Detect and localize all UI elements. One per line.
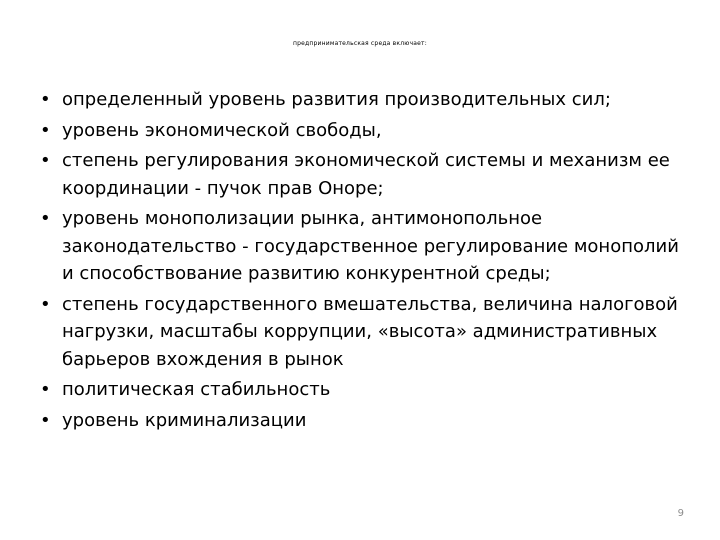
bullet-text: определенный уровень развития производительных сил; bbox=[62, 89, 611, 110]
bullet-icon: • bbox=[40, 119, 51, 141]
bullet-item bbox=[36, 86, 686, 114]
bullet-item bbox=[36, 117, 686, 145]
bullet-item bbox=[36, 407, 686, 435]
bullet-icon: • bbox=[40, 379, 51, 400]
bullet-item bbox=[36, 205, 686, 288]
bullet-text: уровень монополизации рынка, антимонопольное законодательство - государственное регулирование монополий и способствование развитию конкурентной среды; bbox=[62, 208, 679, 284]
bullet-item bbox=[36, 291, 686, 374]
bullet-icon: • bbox=[40, 208, 51, 229]
slide-title: предпринимательская среда включает: bbox=[293, 40, 427, 47]
bullet-text: степень государственного вмешательства, величина налоговой нагрузки, масштабы коррупции, «высота» административных барьеров вхождения в рынок bbox=[62, 293, 678, 370]
bullet-icon: • bbox=[40, 89, 51, 110]
page-number: 9 bbox=[677, 508, 684, 519]
bullet-item bbox=[36, 147, 686, 202]
bullet-icon: • bbox=[40, 293, 51, 315]
bullet-icon: • bbox=[40, 409, 51, 431]
bullet-text: уровень криминализации bbox=[62, 409, 307, 431]
bullet-item bbox=[36, 376, 686, 404]
bullet-text: политическая стабильность bbox=[62, 379, 331, 400]
bullet-text: степень регулирования экономической системы и механизм ее координации - пучок прав Оноре; bbox=[62, 150, 670, 199]
bullet-list bbox=[36, 86, 686, 437]
bullet-text: уровень экономической свободы, bbox=[62, 119, 382, 141]
bullet-icon: • bbox=[40, 150, 51, 171]
